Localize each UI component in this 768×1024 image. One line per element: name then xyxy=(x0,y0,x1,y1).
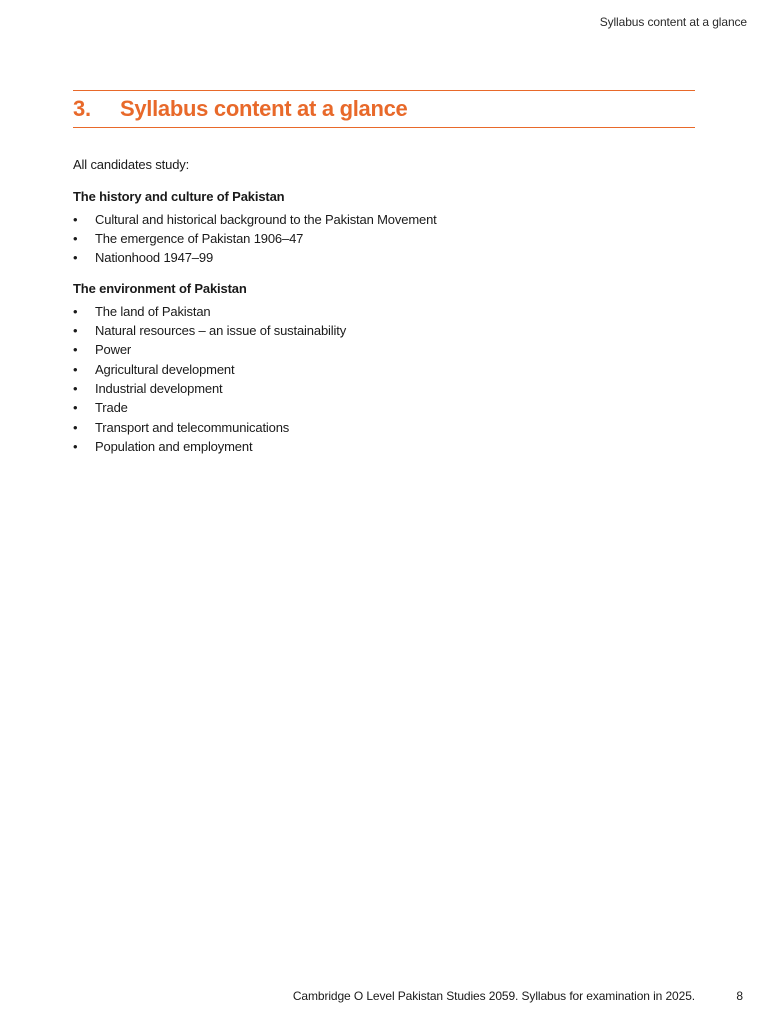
bullet-icon: • xyxy=(73,380,78,396)
list-item xyxy=(73,398,695,417)
list-item xyxy=(73,379,695,398)
list-item xyxy=(73,321,695,340)
list-item xyxy=(73,418,695,437)
bullet-icon: • xyxy=(73,342,78,358)
list-item-text: Transport and telecommunications xyxy=(95,419,290,435)
intro-text: All candidates study: xyxy=(73,157,190,172)
list-item-text: The emergence of Pakistan 1906–47 xyxy=(95,230,304,246)
bullet-icon: • xyxy=(73,419,78,435)
list-item xyxy=(73,302,695,321)
environment-topic-list xyxy=(73,302,695,456)
list-item-text: Industrial development xyxy=(95,380,223,396)
running-header: Syllabus content at a glance xyxy=(599,15,747,29)
group-heading-history: The history and culture of Pakistan xyxy=(73,189,285,205)
group-heading-environment: The environment of Pakistan xyxy=(73,281,247,297)
list-item xyxy=(73,248,695,267)
bullet-icon: • xyxy=(73,211,78,227)
bullet-icon: • xyxy=(73,438,78,454)
bullet-icon: • xyxy=(73,400,78,416)
list-item xyxy=(73,210,695,229)
list-item-text: Population and employment xyxy=(95,438,253,454)
list-item-text: Cultural and historical background to the Pakistan Movement xyxy=(95,211,437,227)
page-number: 8 xyxy=(736,989,743,1003)
syllabus-content xyxy=(73,155,695,468)
list-item-text: Power xyxy=(95,342,132,358)
list-item xyxy=(73,437,695,456)
list-item-text: Agricultural development xyxy=(95,361,235,377)
list-item-text: The land of Pakistan xyxy=(95,303,211,319)
bullet-icon: • xyxy=(73,303,78,319)
bullet-icon: • xyxy=(73,361,78,377)
section-heading xyxy=(73,90,695,128)
section-number: 3. xyxy=(73,96,91,121)
list-item xyxy=(73,340,695,359)
history-topic-list xyxy=(73,210,695,268)
list-item-text: Nationhood 1947–99 xyxy=(95,250,214,266)
section-title: Syllabus content at a glance xyxy=(120,96,408,121)
list-item xyxy=(73,360,695,379)
bullet-icon: • xyxy=(73,230,78,246)
list-item-text: Trade xyxy=(95,400,128,416)
list-item xyxy=(73,229,695,248)
bullet-icon: • xyxy=(73,323,78,339)
list-item-text: Natural resources – an issue of sustainability xyxy=(95,323,347,339)
bullet-icon: • xyxy=(73,250,78,266)
footer-text: Cambridge O Level Pakistan Studies 2059. Syllabus for examination in 2025. xyxy=(292,989,695,1003)
